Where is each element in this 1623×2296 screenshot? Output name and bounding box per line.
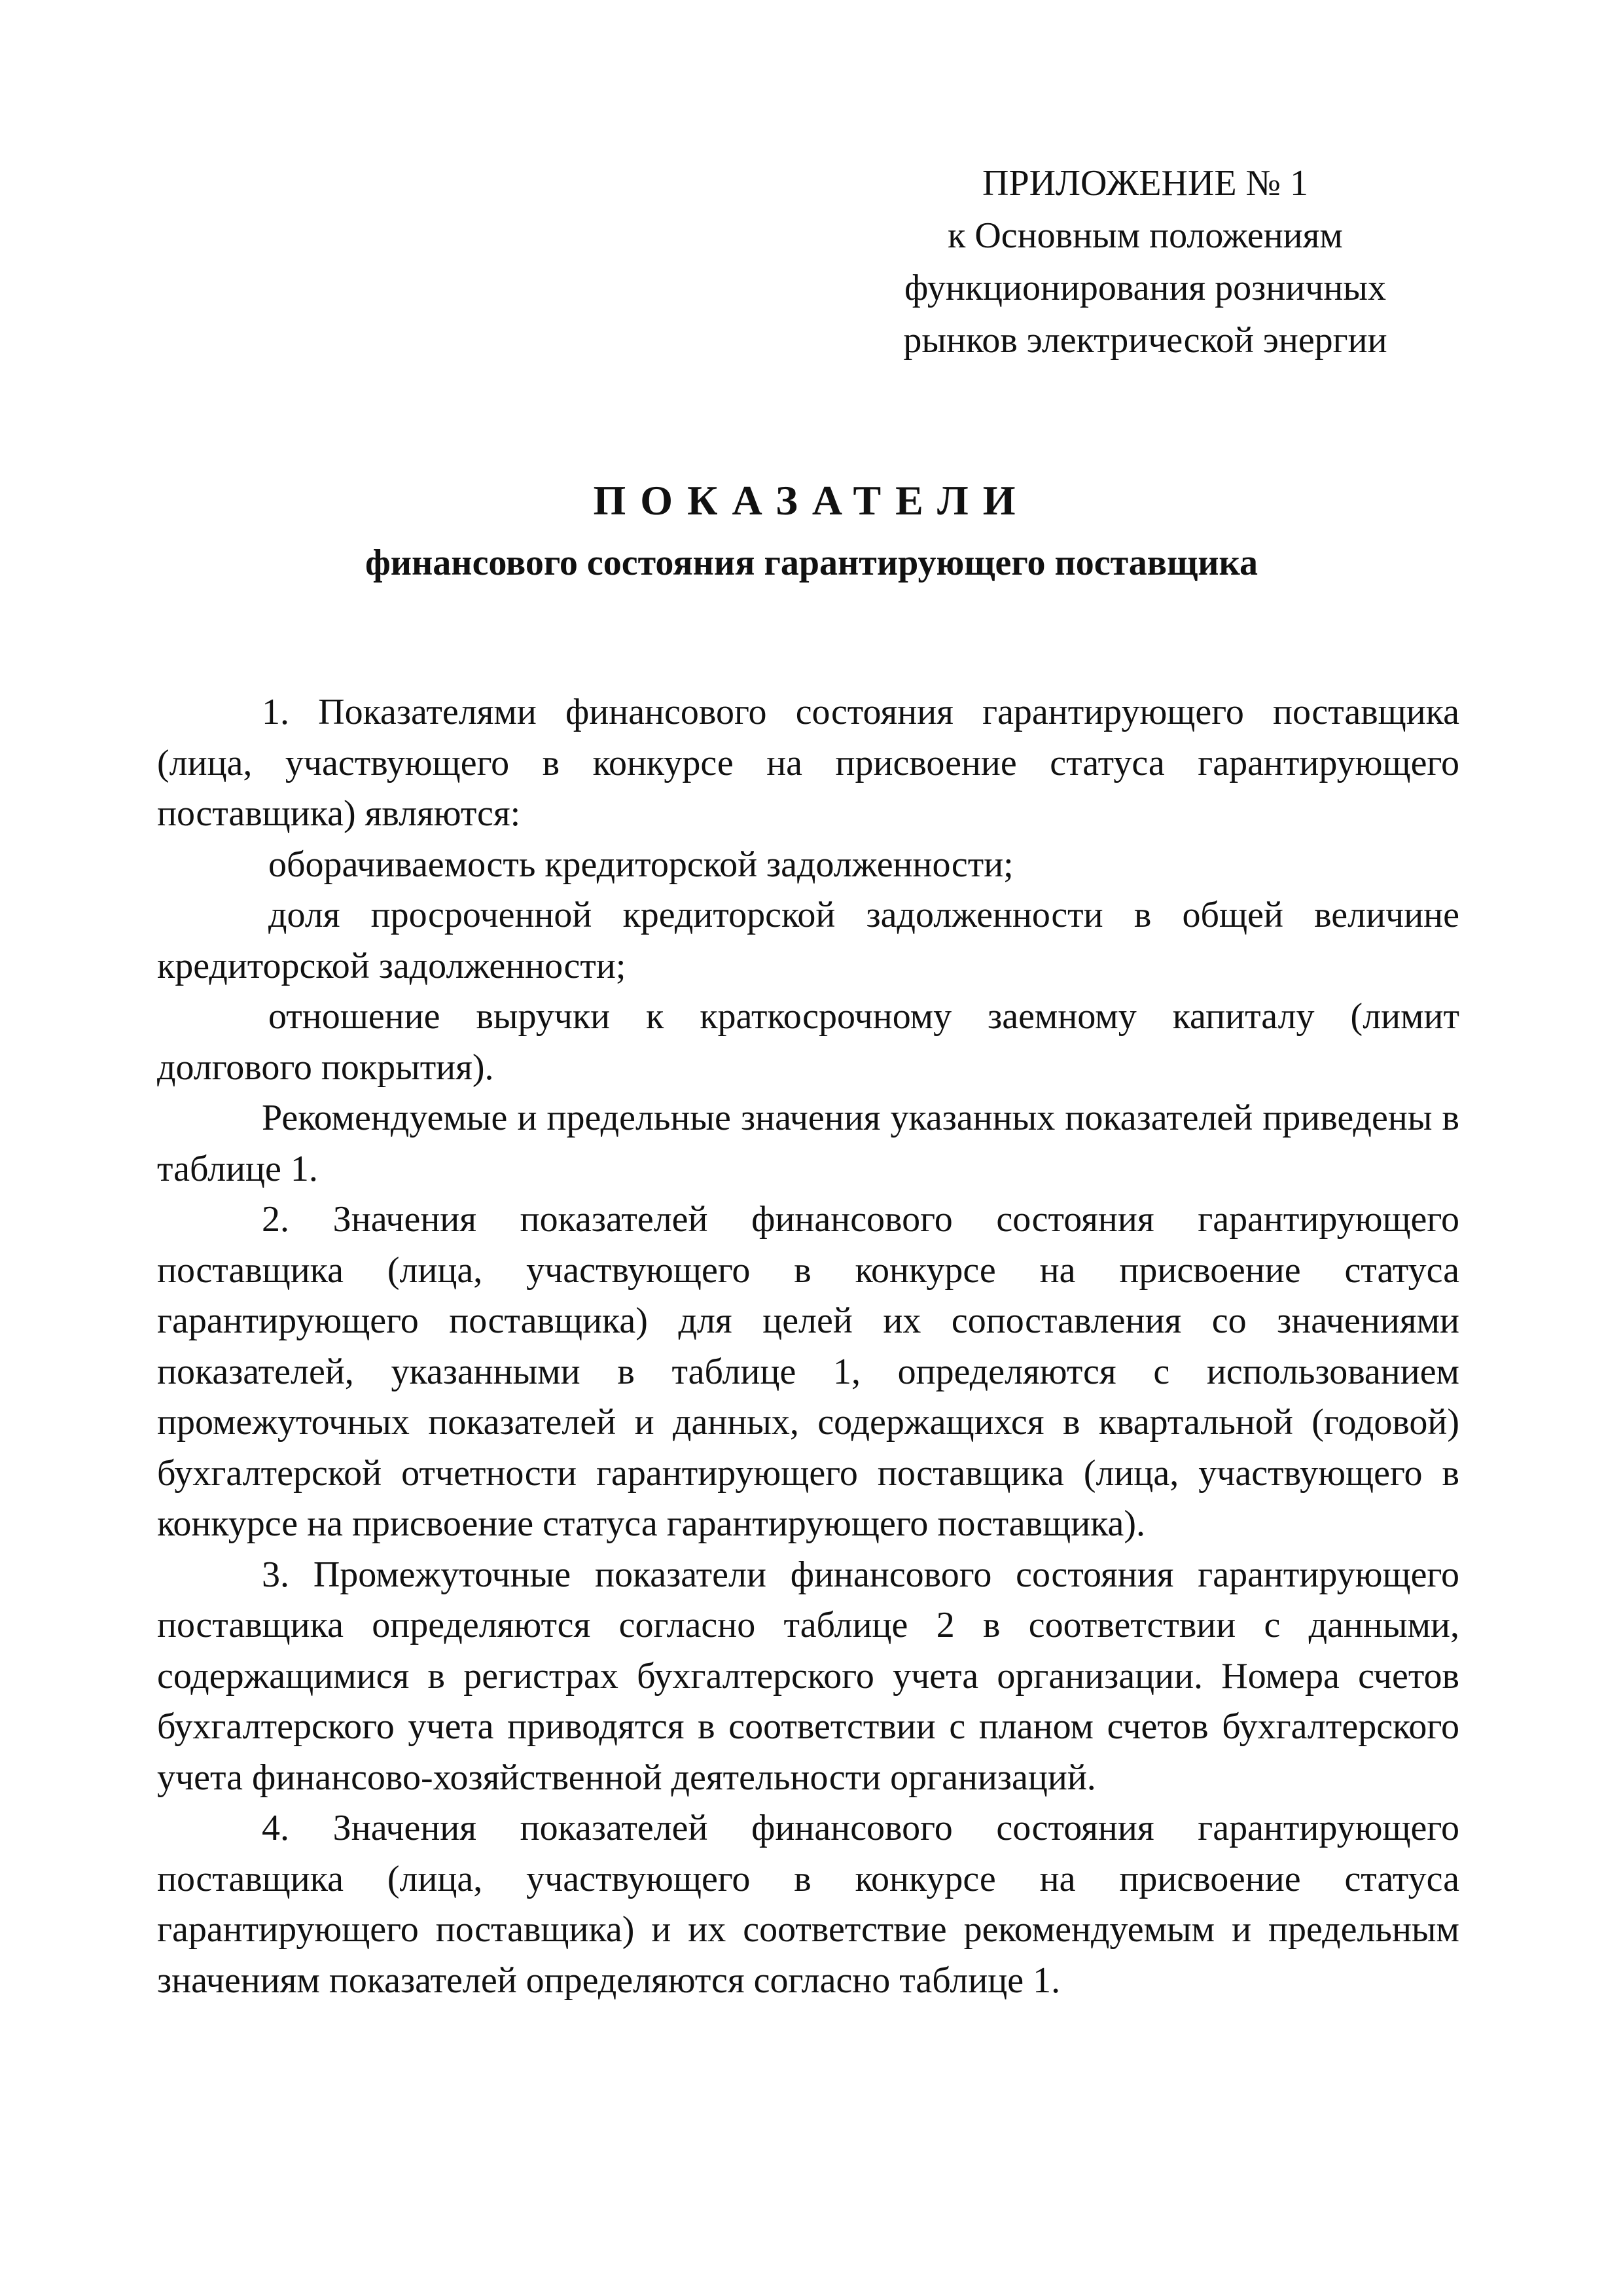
paragraph-4: 4. Значения показателей финансового состояния гарантирующего поставщика (лица, участвующего в конкурсе на присвоение статуса гарантирующего поставщика) и их соответствие рекомендуемым и предельным значениям показателей определяются согласно таблице 1.: [157, 1808, 1459, 2001]
document-body: [157, 687, 1459, 2006]
list-item-overdue-share: доля просроченной кредиторской задолженности в общей величине кредиторской задолженности;: [157, 895, 1459, 986]
paragraph-3: 3. Промежуточные показатели финансового состояния гарантирующего поставщика определяются согласно таблице 2 в соответствии с данными, содержащимися в регистрах бухгалтерского учета организации. Номера счетов бухгалтерского учета приводятся в соответствии с планом счетов бухгалтерского учета финансово-хозяйственной деятельности организаций.: [157, 1554, 1459, 1798]
appendix-header: [844, 157, 1446, 367]
paragraph-2: 2. Значения показателей финансового состояния гарантирующего поставщика (лица, участвующего в конкурсе на присвоение статуса гарантирующего поставщика) для целей их сопоставления со значениями показателей, указанными в таблице 1, определяются с использованием промежуточных показателей и данных, содержащихся в квартальной (годовой) бухгалтерской отчетности гарантирующего поставщика (лица, участвующего в конкурсе на присвоение статуса гарантирующего поставщика).: [157, 1199, 1459, 1544]
paragraph-recommended-values: Рекомендуемые и предельные значения указанных показателей приведены в таблице 1.: [157, 1098, 1459, 1189]
list-item-debt-coverage: отношение выручки к краткосрочному заемному капиталу (лимит долгового покрытия).: [157, 996, 1459, 1088]
list-item-turnover: оборачиваемость кредиторской задолженности;: [268, 844, 1014, 885]
document-subtitle: финансового состояния гарантирующего поставщика: [365, 543, 1258, 583]
appendix-number: ПРИЛОЖЕНИЕ № 1: [982, 163, 1308, 204]
appendix-reference-line: функционирования розничных: [904, 268, 1386, 308]
paragraph-1: 1. Показателями финансового состояния гарантирующего поставщика (лица, участвующего в конкурсе на присвоение статуса гарантирующего поставщика) являются:: [157, 692, 1459, 834]
document-title: ПОКАЗАТЕЛИ: [593, 477, 1030, 524]
appendix-reference-line: к Основным положениям: [948, 215, 1343, 256]
appendix-reference-line: рынков электрической энергии: [903, 320, 1387, 361]
